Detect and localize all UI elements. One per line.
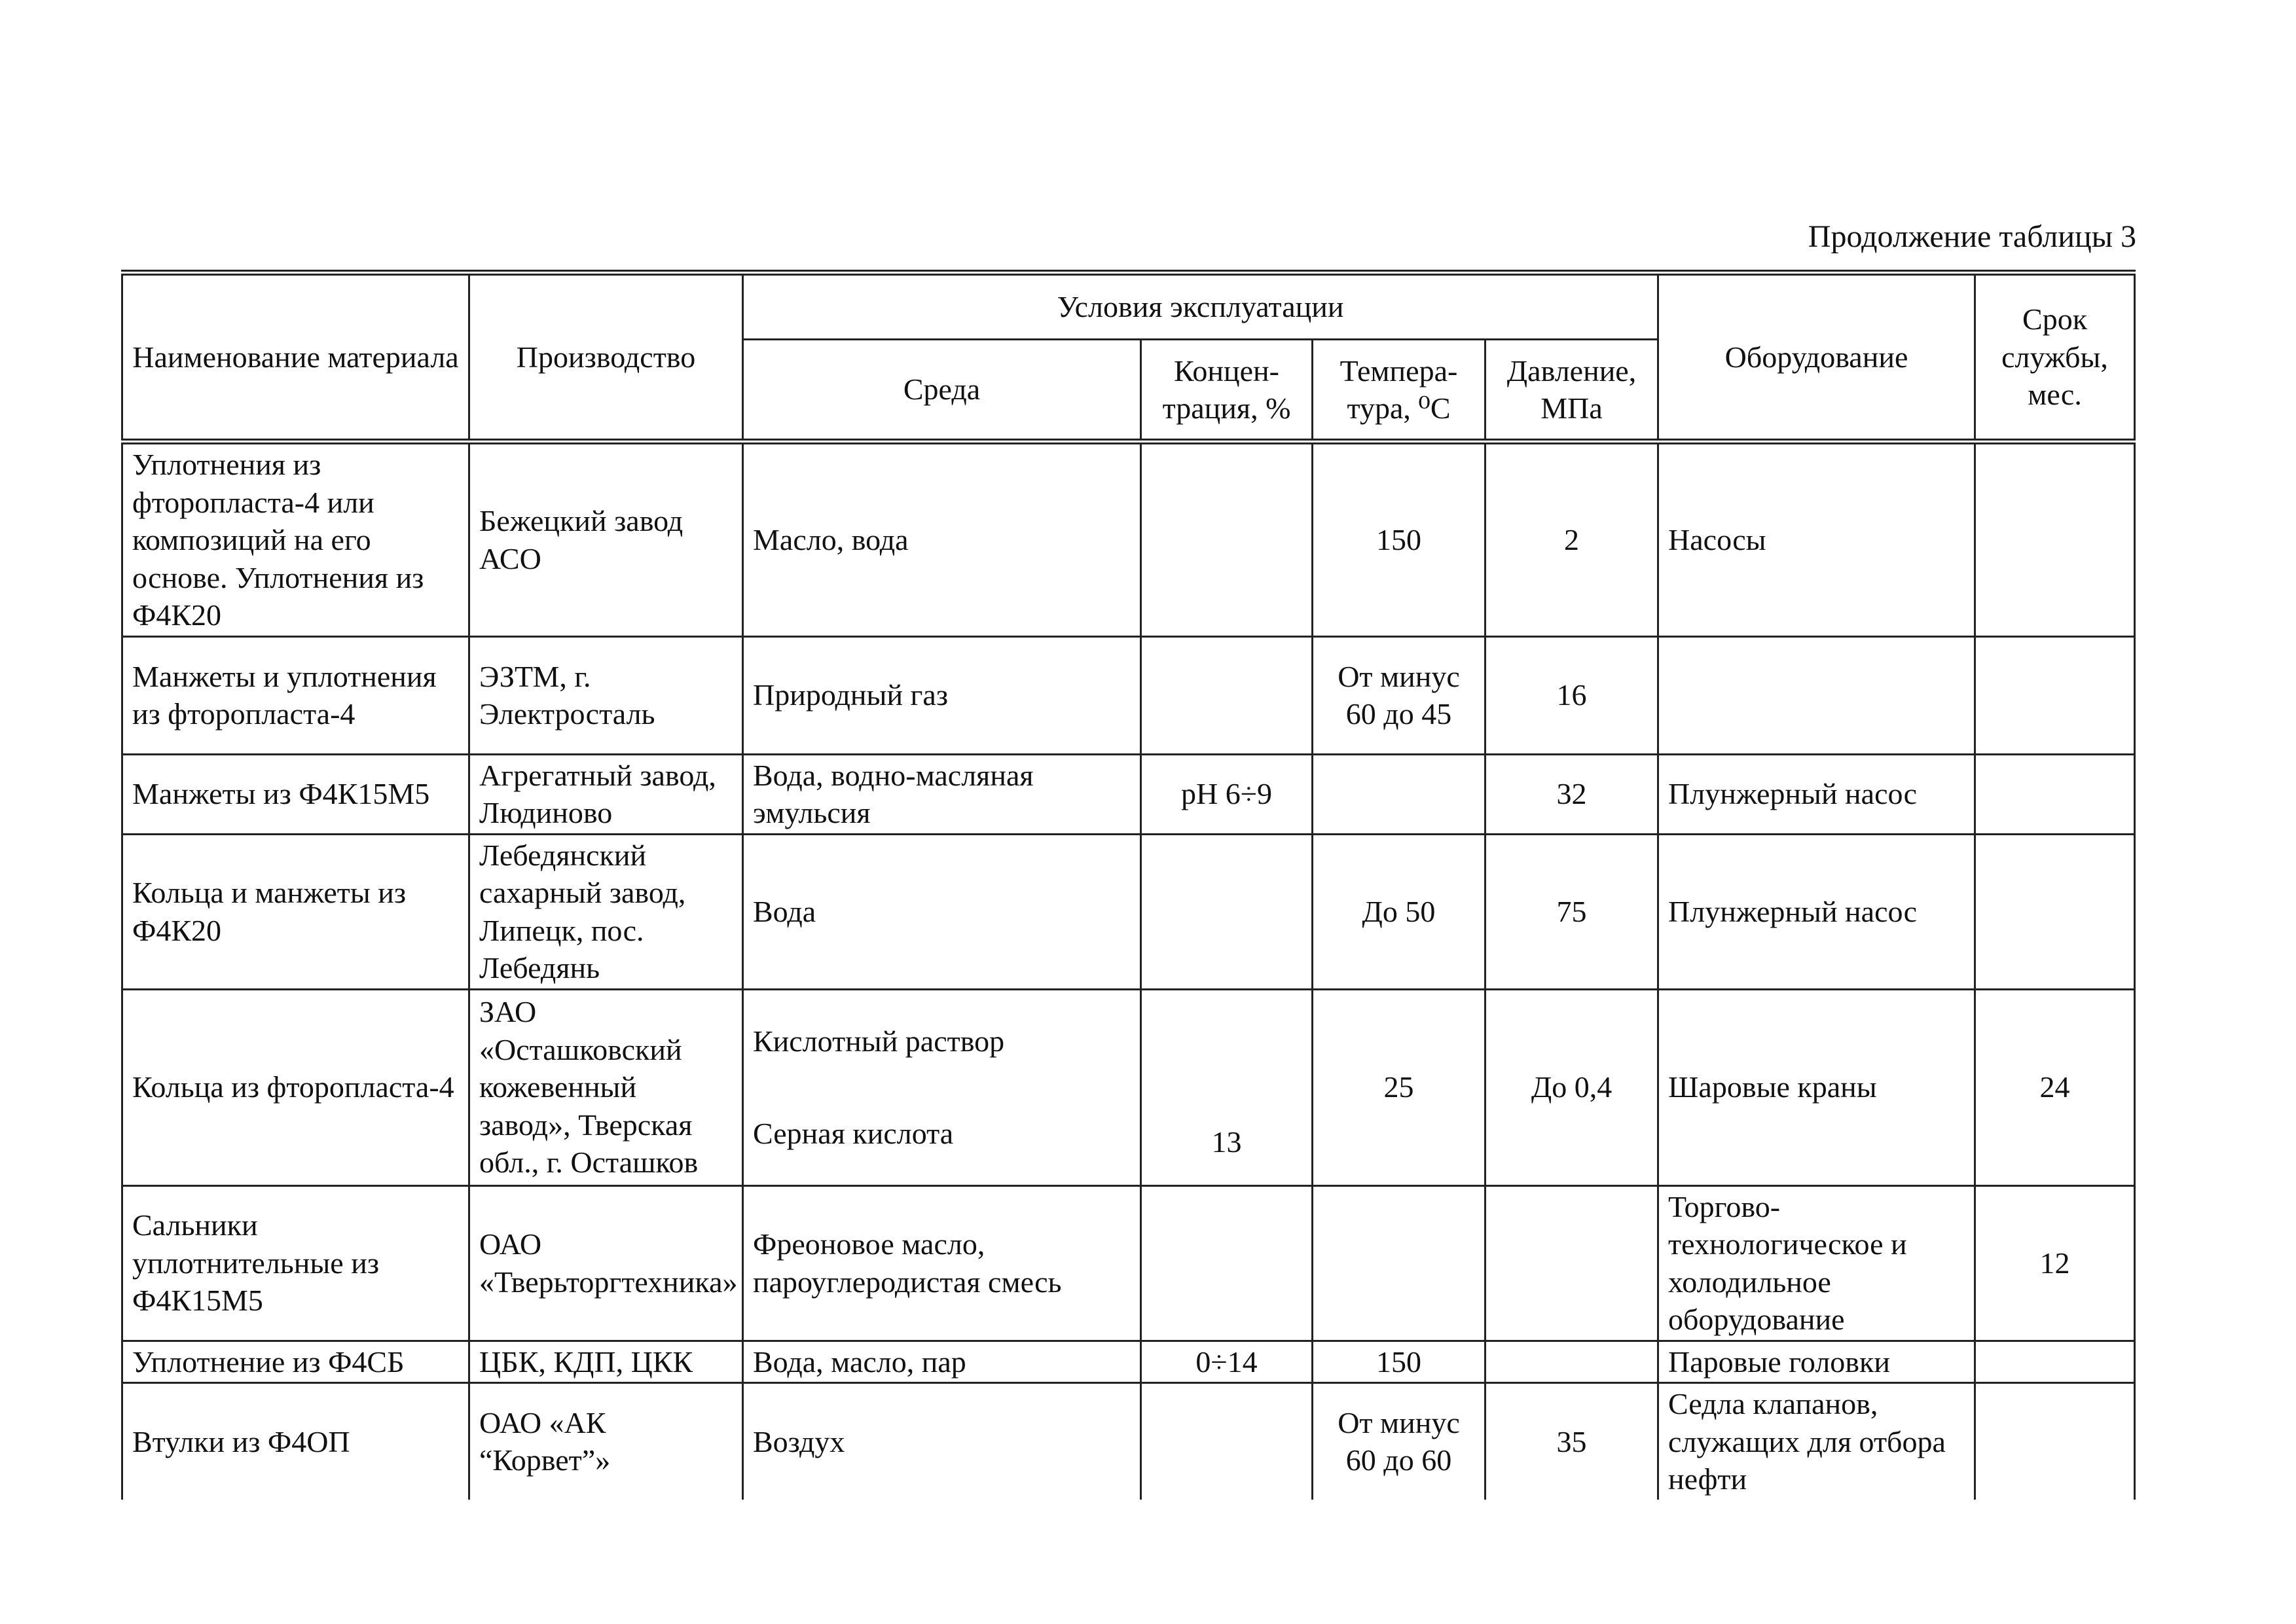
cell-equipment: Шаровые краны	[1658, 989, 1975, 1185]
cell-production: Лебедянский сахарный завод, Липецк, пос. Лебедянь	[469, 834, 743, 989]
cell-medium: Вода	[743, 834, 1141, 989]
header-concentration: Концен-трация, %	[1141, 340, 1313, 442]
cell-medium-lower: Серная кислота	[753, 1117, 954, 1150]
cell-pressure: 35	[1485, 1383, 1658, 1500]
cell-production: ОАО «Тверьторгтехника»	[469, 1185, 743, 1341]
cell-material: Кольца из фторопласта-4	[122, 989, 469, 1185]
cell-medium: Природный газ	[743, 636, 1141, 754]
cell-equipment	[1658, 636, 1975, 754]
cell-material: Втулки из Ф4ОП	[122, 1383, 469, 1500]
cell-equipment: Плунжерный насос	[1658, 754, 1975, 834]
cell-temperature: От минус 60 до 60	[1313, 1383, 1485, 1500]
cell-equipment: Насосы	[1658, 442, 1975, 637]
cell-medium-upper: Кислотный раствор	[753, 1024, 1005, 1058]
cell-service-life: 12	[1975, 1185, 2135, 1341]
cell-service-life	[1975, 1341, 2135, 1383]
header-equipment: Оборудование	[1658, 273, 1975, 442]
cell-pressure	[1485, 1341, 1658, 1383]
cell-service-life	[1975, 754, 2135, 834]
cell-production: Агрегатный завод, Людиново	[469, 754, 743, 834]
cell-material: Сальники уплотнительные из Ф4К15М5	[122, 1185, 469, 1341]
table-row	[122, 1383, 2135, 1500]
cell-production: Бежецкий завод АСО	[469, 442, 743, 637]
table-row	[122, 989, 2135, 1185]
header-service-life: Срок службы, мес.	[1975, 273, 2135, 442]
cell-pressure: 32	[1485, 754, 1658, 834]
cell-medium	[743, 989, 1141, 1185]
cell-medium: Масло, вода	[743, 442, 1141, 637]
cell-temperature	[1313, 754, 1485, 834]
cell-pressure: 16	[1485, 636, 1658, 754]
table-row	[122, 754, 2135, 834]
header-pressure: Давление, МПа	[1485, 340, 1658, 442]
cell-service-life	[1975, 442, 2135, 637]
table-row	[122, 1341, 2135, 1383]
cell-medium: Вода, масло, пар	[743, 1341, 1141, 1383]
cell-service-life: 24	[1975, 989, 2135, 1185]
table-row	[122, 442, 2135, 637]
cell-temperature	[1313, 1185, 1485, 1341]
cell-production: ЗАО «Осташковский кожевенный завод», Тверская обл., г. Осташков	[469, 989, 743, 1185]
cell-temperature: 150	[1313, 1341, 1485, 1383]
header-conditions: Условия эксплуатации	[743, 273, 1658, 340]
cell-production: ЭЗТМ, г. Электросталь	[469, 636, 743, 754]
table-row	[122, 1185, 2135, 1341]
cell-material: Манжеты и уплотнения из фторопласта-4	[122, 636, 469, 754]
cell-service-life	[1975, 636, 2135, 754]
cell-medium: Вода, водно-масляная эмульсия	[743, 754, 1141, 834]
cell-equipment: Плунжерный насос	[1658, 834, 1975, 989]
table-row	[122, 834, 2135, 989]
table-caption: Продолжение таблицы 3	[1808, 219, 2136, 254]
cell-concentration	[1141, 1185, 1313, 1341]
header-material: Наименование материала	[122, 273, 469, 442]
cell-temperature: 25	[1313, 989, 1485, 1185]
cell-temperature: До 50	[1313, 834, 1485, 989]
cell-production: ЦБК, КДП, ЦКК	[469, 1341, 743, 1383]
cell-pressure: 2	[1485, 442, 1658, 637]
cell-service-life	[1975, 834, 2135, 989]
cell-concentration	[1141, 1383, 1313, 1500]
header-production: Производство	[469, 273, 743, 442]
cell-material: Кольца и манжеты из Ф4К20	[122, 834, 469, 989]
cell-concentration: 13	[1141, 989, 1313, 1185]
cell-pressure	[1485, 1185, 1658, 1341]
cell-temperature: От минус 60 до 45	[1313, 636, 1485, 754]
cell-pressure: До 0,4	[1485, 989, 1658, 1185]
cell-equipment: Седла клапанов, служащих для отбора нефти	[1658, 1383, 1975, 1500]
header-medium: Среда	[743, 340, 1141, 442]
materials-table	[121, 270, 2136, 1500]
cell-concentration	[1141, 636, 1313, 754]
cell-material: Уплотнение из Ф4СБ	[122, 1341, 469, 1383]
cell-pressure: 75	[1485, 834, 1658, 989]
cell-service-life	[1975, 1383, 2135, 1500]
cell-medium: Фреоновое масло, пароуглеродистая смесь	[743, 1185, 1141, 1341]
cell-material: Уплотнения из фторопласта-4 или композиций на его основе. Уплотнения из Ф4К20	[122, 442, 469, 637]
cell-concentration	[1141, 442, 1313, 637]
cell-production: ОАО «АК “Корвет”»	[469, 1383, 743, 1500]
cell-medium: Воздух	[743, 1383, 1141, 1500]
cell-material: Манжеты из Ф4К15М5	[122, 754, 469, 834]
cell-concentration	[1141, 834, 1313, 989]
header-temperature: Темпера-тура, ⁰С	[1313, 340, 1485, 442]
cell-concentration: pH 6÷9	[1141, 754, 1313, 834]
cell-concentration: 0÷14	[1141, 1341, 1313, 1383]
table-row	[122, 636, 2135, 754]
cell-temperature: 150	[1313, 442, 1485, 637]
cell-equipment: Торгово-технологическое и холодильное оборудование	[1658, 1185, 1975, 1341]
table-header	[122, 273, 2135, 442]
cell-equipment: Паровые головки	[1658, 1341, 1975, 1383]
